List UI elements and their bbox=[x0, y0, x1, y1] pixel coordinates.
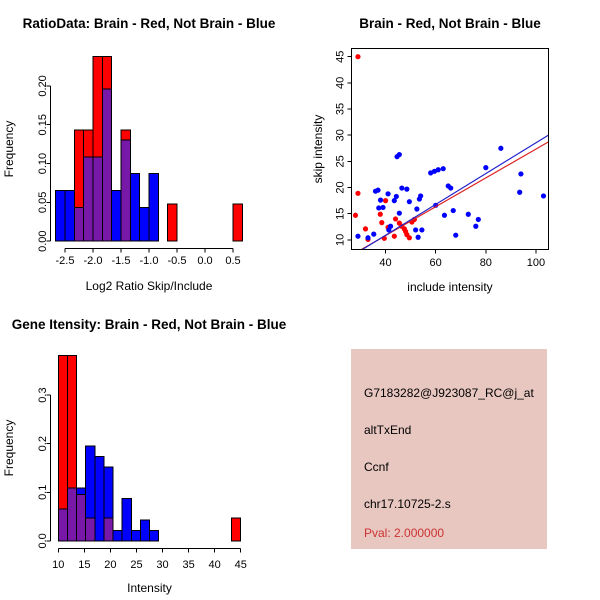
x-tick-label: 60 bbox=[429, 257, 442, 269]
scatter-point-blue bbox=[397, 211, 402, 216]
scatter-point-blue bbox=[385, 191, 390, 196]
y-tick-label: 0.00 bbox=[37, 230, 49, 252]
x-tick-label: 20 bbox=[104, 559, 117, 571]
scatter-point-blue bbox=[448, 185, 453, 190]
y-tick-label: 15 bbox=[334, 207, 347, 220]
x-tick-label: 45 bbox=[234, 559, 247, 571]
scatter-point-red bbox=[383, 198, 388, 203]
x-tick-label: 0.0 bbox=[197, 255, 213, 267]
gene-info-panel bbox=[351, 349, 547, 549]
y-tick-label: 45 bbox=[334, 50, 347, 63]
y-tick-label: 0.20 bbox=[37, 75, 49, 97]
hist-bar-overlap bbox=[102, 89, 111, 241]
pval-text: Pval: 2.000000 bbox=[364, 526, 445, 540]
hist-bar-blue bbox=[140, 520, 149, 541]
scatter-point-blue bbox=[453, 233, 458, 238]
hist-bar-overlap bbox=[74, 207, 83, 241]
hist-bar-red bbox=[233, 204, 242, 241]
ratio-hist-panel bbox=[2, 16, 276, 293]
y-tick-label: 0.10 bbox=[37, 152, 49, 175]
scatter-point-red bbox=[353, 213, 358, 218]
scatter-point-blue bbox=[371, 232, 376, 237]
x-tick-label: 25 bbox=[130, 559, 143, 571]
scatter-point-blue bbox=[378, 198, 383, 203]
hist-bar-overlap bbox=[67, 488, 76, 541]
scatter-point-blue bbox=[418, 193, 423, 198]
scatter-point-blue bbox=[441, 166, 446, 171]
hist-bar-red bbox=[232, 518, 241, 541]
scatter-point-blue bbox=[419, 227, 424, 232]
x-tick-label: 15 bbox=[78, 559, 91, 571]
scatter-point-blue bbox=[518, 171, 523, 176]
scatter-point-blue bbox=[416, 235, 421, 240]
scatter-point-blue bbox=[388, 224, 393, 229]
scatter-point-blue bbox=[466, 212, 471, 217]
splice-event-type-text: altTxEnd bbox=[364, 423, 412, 437]
gene-hist-panel bbox=[2, 317, 287, 595]
intensity-scatter-panel bbox=[311, 16, 548, 294]
x-axis-label: Intensity bbox=[127, 581, 172, 595]
hist-bar-blue bbox=[122, 499, 131, 541]
hist-bar-blue bbox=[65, 191, 74, 242]
x-tick-label: 0.5 bbox=[225, 255, 241, 267]
scatter-point-blue bbox=[414, 206, 419, 211]
scatter-point-blue bbox=[407, 199, 412, 204]
hist-bar-overlap bbox=[86, 518, 95, 541]
scatter-point-blue bbox=[397, 152, 402, 157]
hist-bar-blue bbox=[131, 530, 140, 541]
x-tick-label: 35 bbox=[182, 559, 195, 571]
y-tick-label: 0.1 bbox=[37, 484, 49, 500]
chart-title: Gene Itensity: Brain - Red, Not Brain - Blue bbox=[11, 317, 287, 332]
x-tick-label: 30 bbox=[156, 559, 169, 571]
scatter-series-red bbox=[353, 54, 417, 242]
y-tick-label: 30 bbox=[334, 129, 347, 142]
scatter-point-blue bbox=[476, 217, 481, 222]
hist-bar-overlap bbox=[77, 495, 86, 541]
y-axis-label: Frequency bbox=[2, 120, 16, 178]
hist-bar-overlap bbox=[121, 140, 130, 241]
probe-id-text: G7183282@J923087_RC@j_at bbox=[364, 386, 534, 400]
plot-box bbox=[352, 48, 549, 249]
scatter-point-blue bbox=[394, 194, 399, 199]
y-tick-label: 0.15 bbox=[37, 114, 49, 136]
scatter-point-blue bbox=[498, 146, 503, 151]
hist-bar-blue bbox=[130, 174, 139, 242]
scatter-point-red bbox=[393, 216, 398, 221]
hist-bar-blue bbox=[113, 530, 122, 541]
x-tick-label: -2.5 bbox=[55, 255, 75, 267]
x-tick-label: 40 bbox=[208, 559, 221, 571]
scatter-point-blue bbox=[436, 167, 441, 172]
scatter-point-blue bbox=[451, 208, 456, 213]
y-tick-label: 0.0 bbox=[37, 533, 49, 549]
scatter-point-blue bbox=[380, 205, 385, 210]
hist-bar-blue bbox=[149, 174, 158, 242]
hist-bar-blue bbox=[140, 207, 149, 241]
scatter-point-red bbox=[392, 234, 397, 239]
gene-symbol-text: Ccnf bbox=[364, 460, 389, 474]
x-tick-label: 40 bbox=[379, 257, 392, 269]
x-tick-label: 100 bbox=[526, 257, 546, 269]
x-axis-label: include intensity bbox=[407, 280, 493, 294]
hist-bar-overlap bbox=[58, 509, 67, 541]
x-tick-label: -1.5 bbox=[111, 255, 131, 267]
hist-bar-red bbox=[168, 204, 177, 241]
y-tick-label: 0.05 bbox=[37, 191, 49, 214]
scatter-point-red bbox=[379, 220, 384, 225]
x-tick-label: 80 bbox=[479, 257, 492, 269]
hist-bar-overlap bbox=[93, 157, 102, 241]
scatter-point-blue bbox=[404, 187, 409, 192]
hist-bar-overlap bbox=[84, 157, 93, 241]
hist-bar-overlap bbox=[104, 518, 113, 541]
y-tick-label: 25 bbox=[334, 155, 347, 168]
scatter-point-blue bbox=[399, 185, 404, 190]
hist-bar-blue bbox=[95, 456, 104, 541]
scatter-point-blue bbox=[473, 224, 478, 229]
scatter-point-red bbox=[378, 212, 383, 217]
y-tick-label: 20 bbox=[334, 181, 347, 194]
y-tick-label: 0.2 bbox=[37, 436, 49, 452]
histogram-bars bbox=[58, 356, 240, 541]
scatter-point-blue bbox=[375, 188, 380, 193]
scatter-point-blue bbox=[517, 190, 522, 195]
scatter-point-blue bbox=[365, 235, 370, 240]
y-tick-label: 40 bbox=[334, 76, 347, 89]
scatter-point-blue bbox=[483, 165, 488, 170]
hist-bar-blue bbox=[56, 191, 65, 242]
y-tick-label: 0.3 bbox=[37, 387, 49, 403]
scatter-point-blue bbox=[541, 193, 546, 198]
y-tick-label: 10 bbox=[334, 233, 347, 247]
histogram-bars bbox=[56, 56, 243, 241]
scatter-point-blue bbox=[413, 227, 418, 232]
chart-title: RatioData: Brain - Red, Not Brain - Blue bbox=[22, 16, 276, 31]
x-tick-label: -2.0 bbox=[83, 255, 103, 267]
x-tick-label: -0.5 bbox=[167, 255, 187, 267]
scatter-point-red bbox=[355, 191, 360, 196]
chromosome-location-text: chr17.10725-2.s bbox=[364, 497, 451, 511]
y-tick-label: 35 bbox=[334, 102, 347, 116]
hist-bar-blue bbox=[150, 530, 159, 541]
chart-title: Brain - Red, Not Brain - Blue bbox=[359, 16, 541, 31]
y-axis-label: Frequency bbox=[2, 419, 16, 477]
x-tick-label: 10 bbox=[52, 559, 65, 571]
scatter-point-red bbox=[407, 235, 412, 240]
scatter-point-blue bbox=[442, 213, 447, 218]
x-tick-label: -1.0 bbox=[139, 255, 159, 267]
y-axis-label: skip intensity bbox=[311, 114, 325, 184]
scatter-point-blue bbox=[355, 234, 360, 239]
x-axis-label: Log2 Ratio Skip/Include bbox=[85, 279, 213, 293]
scatter-point-red bbox=[355, 54, 360, 59]
scatter-point-red bbox=[363, 226, 368, 231]
hist-bar-blue bbox=[112, 191, 121, 242]
